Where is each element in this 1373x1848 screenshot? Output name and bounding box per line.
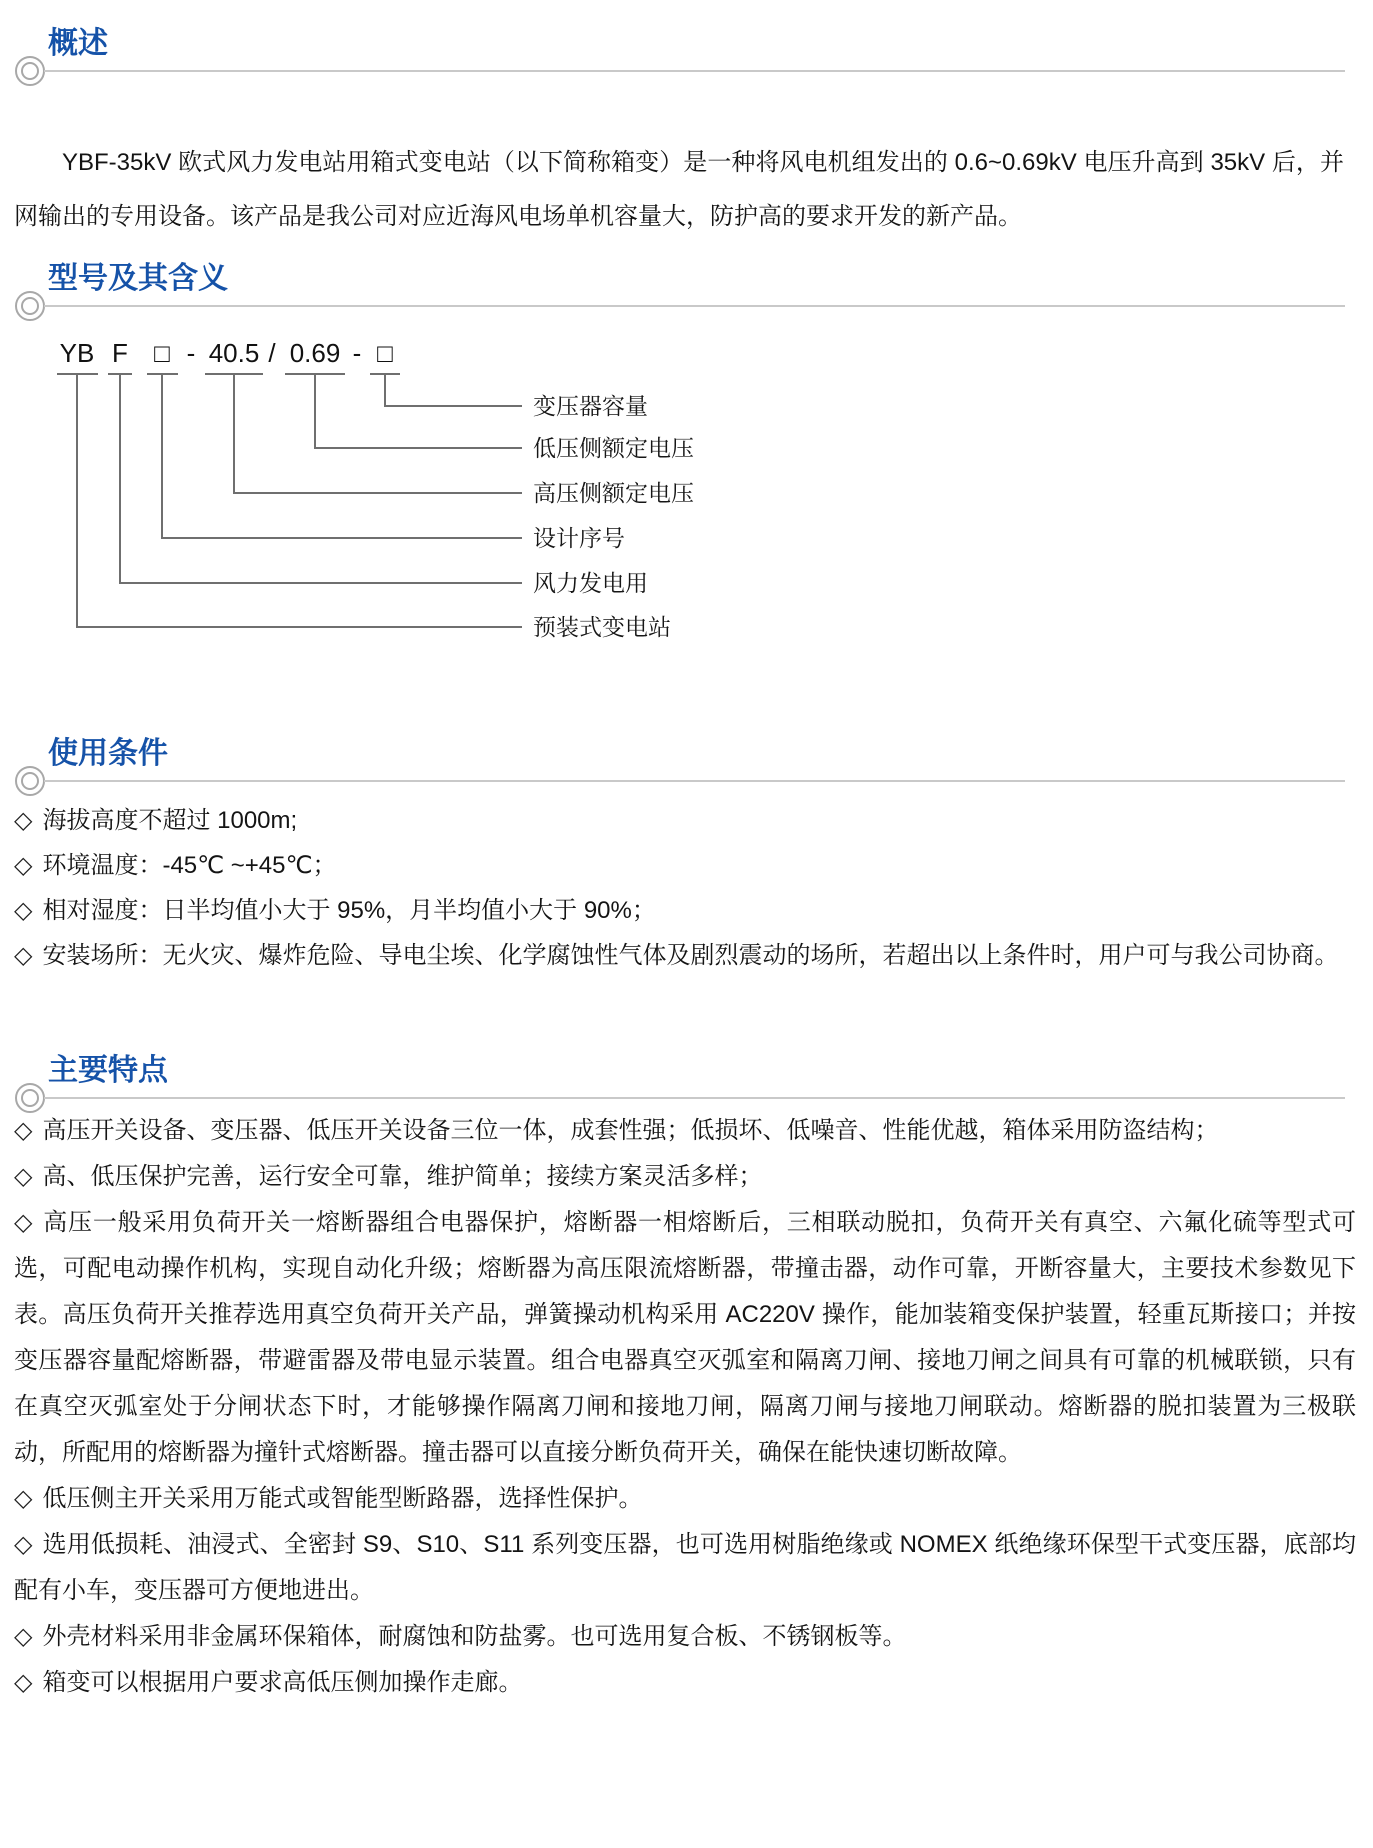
section-divider <box>44 305 1345 307</box>
connector-line <box>162 374 522 538</box>
feature-item-text: 高压一般采用负荷开关一熔断器组合电器保护，熔断器一相熔断后，三相联动脱扣，负荷开关有真空、六氟化硫等型式可选，可配电动操作机构，实现自动化升级；熔断器为高压限流熔断器，带撞击器，动作可靠，开断容量大，主要技术参数见下表。高压负荷开关推荐选用真空负荷开关产品，弹簧操动机构采用 AC220V 操作，能加装箱变保护装置，轻重瓦斯接口；并按变压器容量配熔断器，带避雷器及带电显示装置。组合电器真空灭弧室和隔离刀闸、接地刀闸之间具有可靠的机械联锁，只有在真空灭弧室处于分闸状态下时，才能够操作隔离刀闸和接地刀闸，隔离刀闸与接地刀闸联动。熔断器的脱扣装置为三极联动，所配用的熔断器为撞针式熔断器。撞击器可以直接分断负荷开关，确保在能快速切断故障。 <box>14 1209 1356 1466</box>
section-title-features: 主要特点 <box>48 1054 168 1087</box>
list-item <box>14 933 1356 978</box>
usage-conditions-list <box>14 798 1356 978</box>
diamond-bullet-icon: ◇ <box>14 852 33 879</box>
list-item <box>14 1660 1356 1706</box>
list-item <box>14 1154 1356 1200</box>
feature-item-text: 选用低损耗、油浸式、全密封 S9、S10、S11 系列变压器，也可选用树脂绝缘或 NOMEX 纸绝缘环保型干式变压器，底部均配有小车，变压器可方便地进出。 <box>14 1531 1356 1604</box>
list-item <box>14 798 1356 843</box>
list-item <box>14 1476 1356 1522</box>
section-title-overview: 概述 <box>48 27 108 60</box>
section-title-usage: 使用条件 <box>48 737 168 770</box>
list-item <box>14 888 1356 933</box>
section-ring-inner-icon <box>21 62 39 80</box>
diamond-bullet-icon: ◇ <box>14 1669 33 1696</box>
diamond-bullet-icon: ◇ <box>14 1209 33 1236</box>
diamond-bullet-icon: ◇ <box>14 942 33 969</box>
model-code-token: YB <box>59 338 95 368</box>
usage-item-text: 相对湿度：日半均值小大于 95%，月半均值小大于 90%； <box>42 897 656 924</box>
list-item <box>14 1108 1356 1154</box>
list-item <box>14 1614 1356 1660</box>
main-features-list <box>14 1108 1356 1706</box>
feature-item-text: 高、低压保护完善，运行安全可靠，维护简单；接续方案灵活多样； <box>42 1163 763 1190</box>
diamond-bullet-icon: ◇ <box>14 1623 33 1650</box>
feature-item-text: 外壳材料采用非金属环保箱体，耐腐蚀和防盐雾。也可选用复合板、不锈钢板等。 <box>42 1623 907 1650</box>
section-ring-icon <box>15 291 45 321</box>
list-item <box>14 1522 1356 1614</box>
section-divider <box>44 780 1345 782</box>
connector-line <box>77 374 522 627</box>
diamond-bullet-icon: ◇ <box>14 897 33 924</box>
model-label-prefab-substation: 预装式变电站 <box>533 614 671 640</box>
model-code-token: 0.69 <box>289 338 341 368</box>
usage-item-text: 环境温度：-45℃ ~+45℃； <box>42 852 337 879</box>
connector-line <box>234 374 522 493</box>
diamond-bullet-icon: ◇ <box>14 807 33 834</box>
section-divider <box>44 70 1345 72</box>
list-item <box>14 1200 1356 1476</box>
model-code-token: F <box>112 338 128 368</box>
section-ring-inner-icon <box>21 772 39 790</box>
model-code-separator: - <box>352 338 362 368</box>
diamond-bullet-icon: ◇ <box>14 1485 33 1512</box>
model-code-token: □ <box>154 338 170 368</box>
section-ring-inner-icon <box>21 1089 39 1107</box>
model-label-hv-rated-voltage: 高压侧额定电压 <box>533 480 694 506</box>
model-label-design-serial: 设计序号 <box>533 525 625 551</box>
model-code-token: □ <box>377 338 393 368</box>
model-label-transformer-capacity: 变压器容量 <box>533 393 648 419</box>
section-ring-icon <box>15 56 45 86</box>
connector-line <box>385 374 522 406</box>
usage-item-text: 安装场所：无火灾、爆炸危险、导电尘埃、化学腐蚀性气体及剧烈震动的场所，若超出以上条件时，用户可与我公司协商。 <box>42 942 1339 969</box>
section-divider <box>44 1097 1345 1099</box>
feature-item-text: 低压侧主开关采用万能式或智能型断路器，选择性保护。 <box>42 1485 643 1512</box>
feature-item-text: 高压开关设备、变压器、低压开关设备三位一体，成套性强；低损坏、低噪音、性能优越，箱体采用防盗结构； <box>42 1117 1219 1144</box>
overview-paragraph: YBF-35kV 欧式风力发电站用箱式变电站（以下简称箱变）是一种将风电机组发出的 0.6~0.69kV 电压升高到 35kV 后，并网输出的专用设备。该产品是我公司对应近海风电场单机容量大，防护高的要求开发的新产品。 <box>14 149 1344 230</box>
usage-item-text: 海拔高度不超过 1000m; <box>42 807 298 834</box>
diamond-bullet-icon: ◇ <box>14 1117 33 1144</box>
model-code-token: 40.5 <box>208 338 260 368</box>
section-ring-inner-icon <box>21 297 39 315</box>
diamond-bullet-icon: ◇ <box>14 1163 33 1190</box>
model-label-wind-power-use: 风力发电用 <box>533 570 648 596</box>
model-code-separator: - <box>186 338 196 368</box>
section-ring-icon <box>15 766 45 796</box>
connector-line <box>315 374 522 448</box>
model-label-lv-rated-voltage: 低压侧额定电压 <box>533 435 694 461</box>
feature-item-text: 箱变可以根据用户要求高低压侧加操作走廊。 <box>42 1669 523 1696</box>
diamond-bullet-icon: ◇ <box>14 1531 33 1558</box>
model-code-separator: / <box>268 338 276 368</box>
list-item <box>14 843 1356 888</box>
section-title-model: 型号及其含义 <box>48 262 228 295</box>
